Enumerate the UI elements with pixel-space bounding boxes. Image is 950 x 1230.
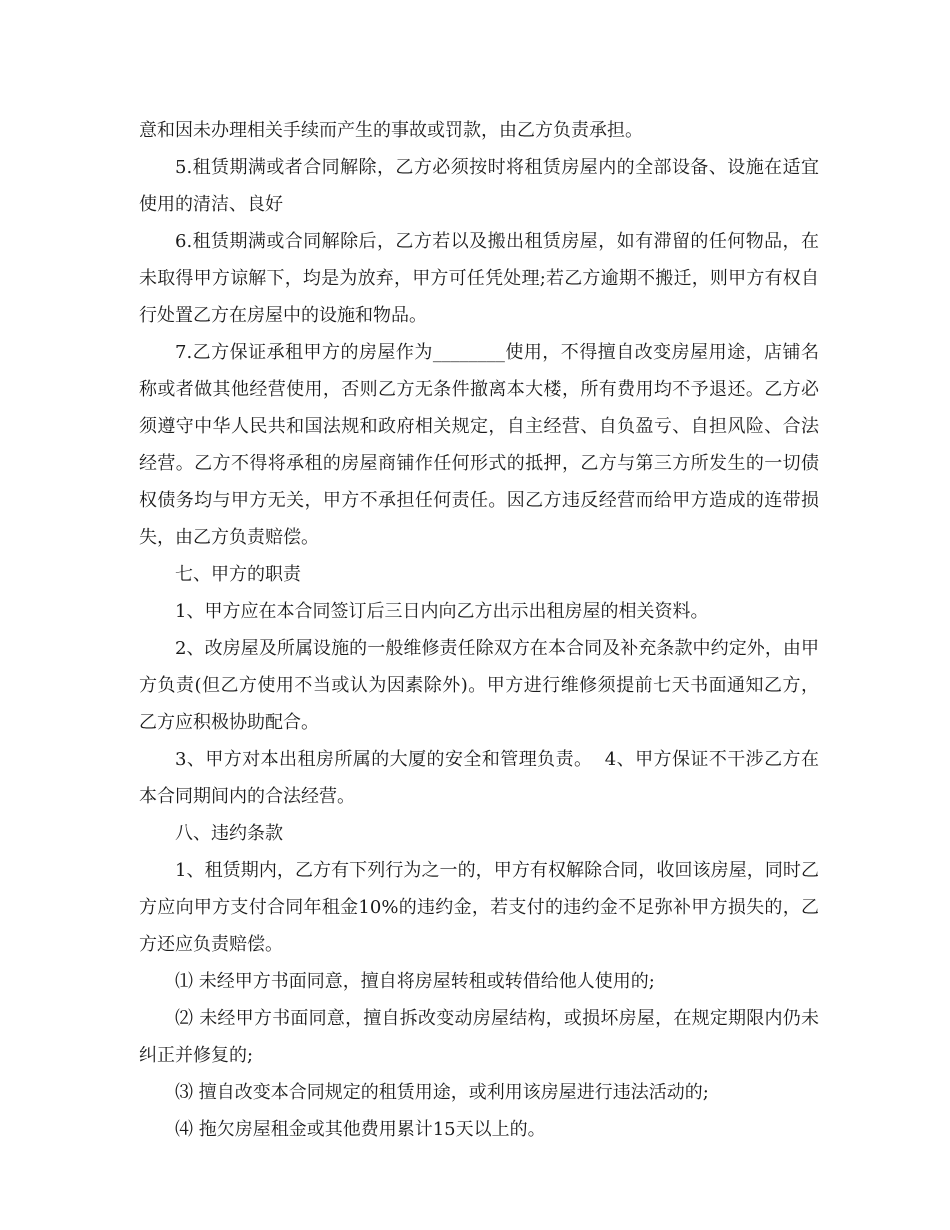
paragraph-clause-6: 6.租赁期满或合同解除后，乙方若以及搬出租赁房屋，如有滞留的任何物品，在未取得甲方谅解下，均是为放弃，甲方可任凭处理;若乙方逾期不搬迁，则甲方有权自行处置乙方在房屋中的设施和物品。 [139, 231, 819, 326]
paragraph-breach-item-1: ⑴ 未经甲方书面同意，擅自将房屋转租或转借给他人使用的; [175, 971, 655, 992]
section-heading-landlord-duties: 七、甲方的职责 [175, 564, 301, 585]
paragraph-landlord-duty-1: 1、甲方应在本合同签订后三日内向乙方出示出租房屋的相关资料。 [175, 601, 709, 622]
paragraph-breach-item-3: ⑶ 擅自改变本合同规定的租赁用途，或利用该房屋进行违法活动的; [175, 1082, 709, 1103]
paragraph-breach-item-2: ⑵ 未经甲方书面同意，擅自拆改变动房屋结构，或损坏房屋，在规定期限内仍未纠正并修复的; [139, 1008, 819, 1066]
paragraph-landlord-duty-3-4: 3、甲方对本出租房所属的大厦的安全和管理负责。 4、甲方保证不干涉乙方在本合同期间内的合法经营。 [139, 749, 819, 807]
paragraph-clause-5: 5.租赁期满或者合同解除，乙方必须按时将租赁房屋内的全部设备、设施在适宜使用的清洁、良好 [139, 157, 819, 215]
paragraph-breach-item-4: ⑷ 拖欠房屋租金或其他费用累计15天以上的。 [175, 1119, 546, 1140]
paragraph-continuation: 意和因未办理相关手续而产生的事故或罚款，由乙方负责承担。 [139, 120, 643, 141]
paragraph-clause-7: 7.乙方保证承租甲方的房屋作为________使用，不得擅自改变房屋用途，店铺名称或者做其他经营使用，否则乙方无条件撤离本大楼，所有费用均不予退还。乙方必须遵守中华人民共和国法规和政府相关规定，自主经营、自负盈亏、自担风险、合法经营。乙方不得将承租的房屋商铺作任何形式的抵押，乙方与第三方所发生的一切债权债务均与甲方无关，甲方不承担任何责任。因乙方违反经营而给甲方造成的连带损失，由乙方负责赔偿。 [139, 342, 819, 548]
paragraph-breach-1: 1、租赁期内，乙方有下列行为之一的，甲方有权解除合同，收回该房屋，同时乙方应向甲方支付合同年租金10%的违约金，若支付的违约金不足弥补甲方损失的，乙方还应负责赔偿。 [139, 860, 819, 955]
section-heading-breach-terms: 八、违约条款 [175, 823, 283, 844]
document-body [139, 112, 819, 1148]
paragraph-landlord-duty-2: 2、改房屋及所属设施的一般维修责任除双方在本合同及补充条款中约定外，由甲方负责(但乙方使用不当或认为因素除外)。甲方进行维修须提前七天书面通知乙方，乙方应积极协助配合。 [139, 638, 819, 733]
